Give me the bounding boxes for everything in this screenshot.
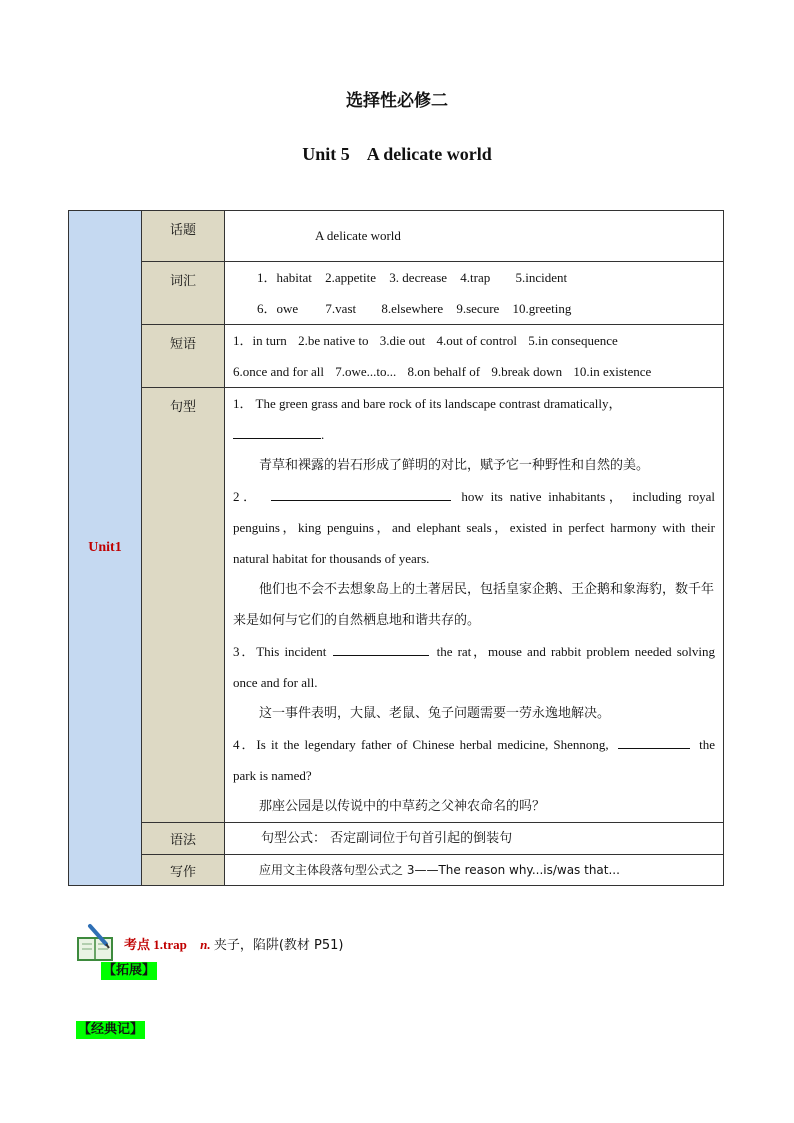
key-point-meaning: 夹子，陷阱(教材 P51) (213, 938, 344, 953)
sentence-4 (233, 729, 715, 791)
extend-label: 【拓展】 (103, 963, 156, 978)
grammar-text: 句型公式： 否定副词位于句首引起的倒装句 (261, 831, 513, 846)
label-sentences: 句型 (142, 388, 225, 823)
vocab-item: 9.secure (456, 301, 500, 316)
answer-blank (233, 424, 321, 439)
classic-label: 【经典记】 (78, 1022, 144, 1037)
phrase-item: 10.in existence (573, 364, 652, 379)
sentence-3 (233, 636, 715, 698)
writing-cell (225, 855, 724, 886)
sentence-2-translation: 他们也不会不去想象岛上的土著居民，包括皇家企鹅、王企鹅和象海豹，数千年来是如何与它们的自然栖息地和谐共存的。 (233, 582, 715, 628)
sentence-1-translation: 青草和裸露的岩石形成了鲜明的对比，赋予它一种野性和自然的美。 (259, 458, 650, 473)
phrase-item: 6.once and for all (233, 364, 324, 379)
answer-blank (618, 734, 690, 749)
phrase-item: 8.on behalf of (407, 364, 481, 379)
label-vocab: 词汇 (142, 262, 225, 325)
phrase-item: 2.be native to (298, 333, 369, 348)
sentence-3-start: 3．This incident (233, 644, 327, 659)
label-grammar: 语法 (142, 823, 225, 855)
vocab-item: 6．owe (257, 301, 299, 316)
phrase-item: 3.die out (379, 333, 426, 348)
phrase-line-1 (233, 325, 715, 356)
vocab-item: 1．habitat (257, 270, 312, 285)
phrases-cell (225, 325, 724, 388)
unit-title: Unit 5 A delicate world (302, 144, 492, 164)
vocab-item: 4.trap (460, 270, 491, 285)
topic-text: A delicate world (315, 228, 401, 243)
phrase-item: 4.out of control (436, 333, 517, 348)
vocab-line-2 (233, 293, 715, 324)
writing-text: 应用文主体段落句型公式之 3——The reason why...is/was that... (259, 863, 620, 877)
notebook-pen-icon (76, 922, 118, 962)
part-of-speech: n. (200, 937, 211, 952)
vocab-item: 7.vast (325, 301, 357, 316)
sentence-2-text: how its native inhabitants， including royal penguins，king penguins，and elephant seals，existed in perfect harmony with their natural habitat for thousands of years. (233, 489, 715, 566)
key-point-text (124, 934, 344, 953)
phrase-item: 1．in turn (233, 333, 287, 348)
sentence-2 (233, 481, 715, 574)
phrase-item: 5.in consequence (528, 333, 618, 348)
phrase-line-2 (233, 356, 715, 387)
sentence-4-text: the park is named? (233, 737, 716, 783)
sentence-2-number: 2． (233, 489, 260, 504)
topic-cell (225, 211, 724, 262)
sentence-1-end: . (321, 427, 325, 442)
vocab-cell (225, 262, 724, 325)
sentence-3-translation: 这一事件表明，大鼠、老鼠、兔子问题需要一劳永逸地解决。 (259, 706, 611, 721)
phrase-item: 9.break down (491, 364, 563, 379)
answer-blank (333, 641, 429, 656)
vocab-item: 8.elsewhere (381, 301, 444, 316)
label-topic: 话题 (142, 211, 225, 262)
vocab-item: 5.incident (515, 270, 568, 285)
book-title: 选择性必修二 (346, 91, 448, 111)
vocab-item: 10.greeting (512, 301, 572, 316)
phrase-item: 7.owe...to... (335, 364, 397, 379)
grammar-cell (225, 823, 724, 855)
unit-summary-table (68, 210, 724, 886)
answer-blank (271, 486, 451, 501)
sentence-4-translation: 那座公园是以传说中的中草药之父神农命名的吗？ (259, 799, 546, 814)
sentence-4-start: 4．Is it the legendary father of Chinese herbal medicine, Shennong, (233, 737, 609, 752)
label-writing: 写作 (142, 855, 225, 886)
unit-label: Unit1 (69, 211, 142, 886)
vocab-item: 2.appetite (325, 270, 377, 285)
key-point-label: 考点 1.trap (124, 937, 187, 952)
sentence-1-text: 1． The green grass and bare rock of its landscape contrast dramatically， (233, 396, 622, 411)
sentence-1 (233, 388, 715, 450)
vocab-line-1 (233, 262, 715, 293)
vocab-item: 3. decrease (389, 270, 448, 285)
sentences-cell (225, 388, 724, 823)
label-phrases: 短语 (142, 325, 225, 388)
sentence-3-text: the rat，mouse and rabbit problem needed solving once and for all. (233, 644, 716, 690)
